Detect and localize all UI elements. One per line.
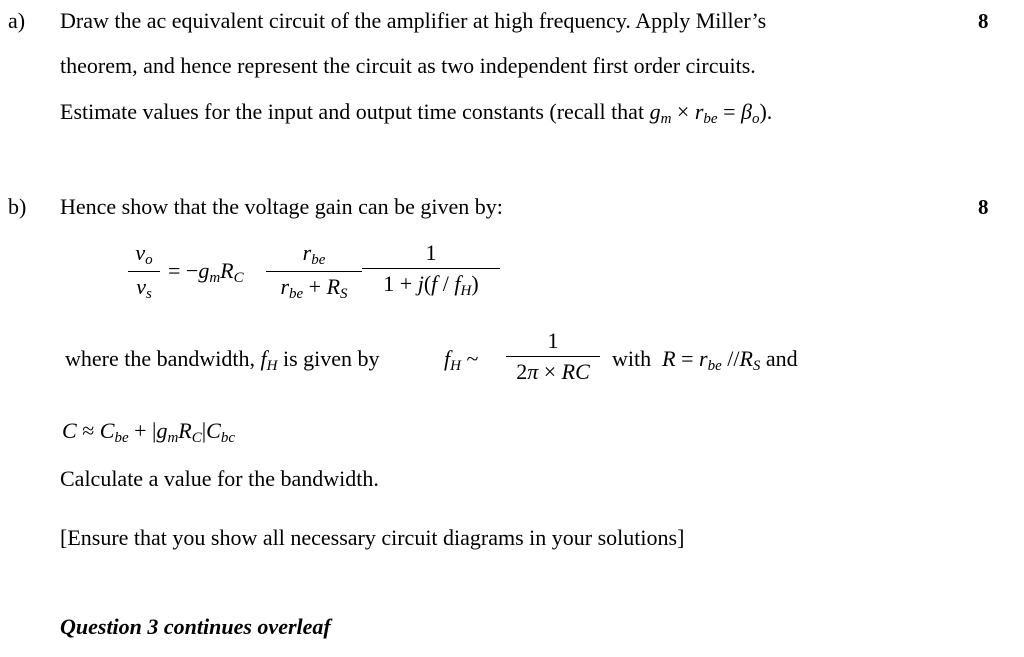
r-definition (612, 346, 798, 375)
part-a-line-3 (60, 99, 772, 128)
r-formula: $R = r_{be}$ $//R_S$ (662, 346, 761, 374)
part-a-line-3-text: Estimate values for the input and output time constants (recall that (60, 99, 645, 124)
recall-formula: $g_m \times r_{be} = \beta_o$ (649, 99, 760, 127)
continues-overleaf: Question 3 continues overleaf (60, 614, 331, 639)
part-a-line-1: Draw the ac equivalent circuit of the amplifier at high frequency. Apply Miller’s (60, 8, 767, 33)
c-formula: $C \approx C_{be} + |g_mR_C|C_{bc}$ (62, 418, 236, 446)
bandwidth-fraction: 1 2π × RC (506, 328, 600, 385)
part-a-line-2: theorem, and hence represent the circuit as two independent first order circuits. (60, 53, 756, 78)
calculate-instruction: Calculate a value for the bandwidth. (60, 466, 379, 491)
vo-over-vs-fraction: $v_o$ $v_s$ (128, 240, 160, 303)
fh-symbol: $f_H$ ~ (444, 346, 479, 374)
bandwidth-prefix: where the bandwidth, (65, 346, 255, 371)
part-a-marks: 8 (978, 9, 989, 33)
bandwidth-line: where the bandwidth, $f_H$ is given by (65, 346, 380, 374)
with-text: with (612, 346, 652, 371)
rbe-divider-fraction: $r_{be}$ $r_{be} + R_S$ (266, 240, 362, 303)
and-text: and (765, 346, 798, 371)
part-b-label: b) (8, 194, 27, 219)
neg-gm-rc-term: = $-g_mR_C$ (168, 258, 244, 286)
part-a-line-3-end: ). (759, 99, 773, 124)
part-a-label: a) (8, 8, 26, 33)
bandwidth-mid: is given by (282, 346, 380, 371)
part-b-marks: 8 (978, 195, 989, 219)
part-b-intro: Hence show that the voltage gain can be given by: (60, 194, 503, 219)
frequency-response-fraction: 1 $1 + j(f / f_H)$ (362, 240, 500, 300)
ensure-instruction: [Ensure that you show all necessary circuit diagrams in your solutions] (60, 525, 685, 550)
